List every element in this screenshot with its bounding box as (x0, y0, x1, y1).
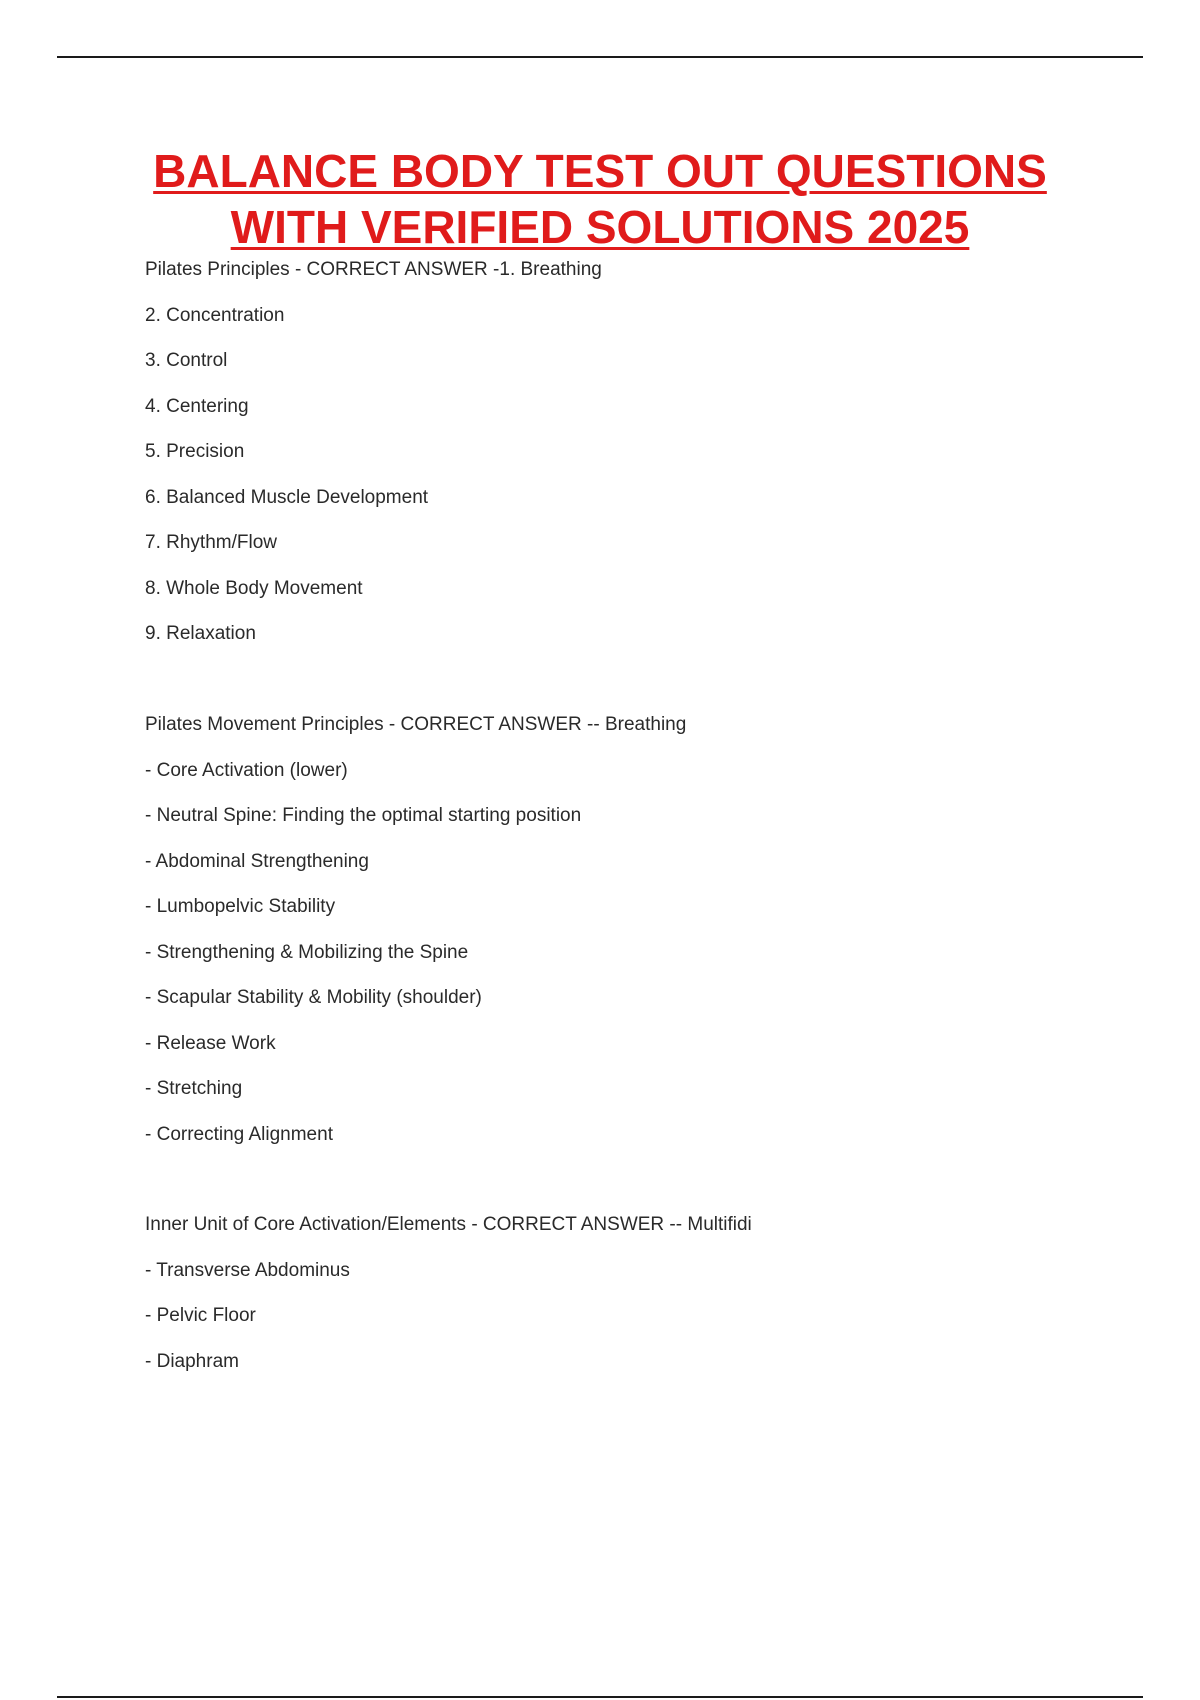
list-item: - Strengthening & Mobilizing the Spine (145, 942, 469, 963)
list-item: - Pelvic Floor (145, 1305, 256, 1326)
title-line-1: BALANCE BODY TEST OUT QUESTIONS (153, 145, 1047, 197)
list-item: - Scapular Stability & Mobility (shoulder) (145, 987, 482, 1008)
document-title (0, 143, 1200, 255)
list-item: - Transverse Abdominus (145, 1260, 350, 1281)
bottom-divider (57, 1696, 1143, 1698)
list-item: - Diaphram (145, 1351, 239, 1372)
list-item: - Release Work (145, 1033, 276, 1054)
list-item: - Core Activation (lower) (145, 760, 348, 781)
list-item: - Abdominal Strengthening (145, 851, 369, 872)
list-item: 7. Rhythm/Flow (145, 532, 277, 553)
list-item: 2. Concentration (145, 305, 285, 326)
list-item: 4. Centering (145, 396, 249, 417)
question-pilates-principles: Pilates Principles - CORRECT ANSWER -1. Breathing (145, 259, 602, 280)
title-line-2: WITH VERIFIED SOLUTIONS 2025 (230, 201, 970, 253)
list-item: 8. Whole Body Movement (145, 578, 363, 599)
list-item: - Correcting Alignment (145, 1124, 333, 1145)
list-item: - Stretching (145, 1078, 243, 1099)
question-inner-unit-core: Inner Unit of Core Activation/Elements - CORRECT ANSWER -- Multifidi (145, 1214, 752, 1235)
list-item: 6. Balanced Muscle Development (145, 487, 429, 508)
list-item: 3. Control (145, 350, 228, 371)
list-item: - Neutral Spine: Finding the optimal starting position (145, 805, 582, 826)
question-pilates-movement-principles: Pilates Movement Principles - CORRECT ANSWER -- Breathing (145, 714, 687, 735)
list-item: - Lumbopelvic Stability (145, 896, 336, 917)
list-item: 5. Precision (145, 441, 245, 462)
list-item: 9. Relaxation (145, 623, 256, 644)
top-divider (57, 56, 1143, 58)
